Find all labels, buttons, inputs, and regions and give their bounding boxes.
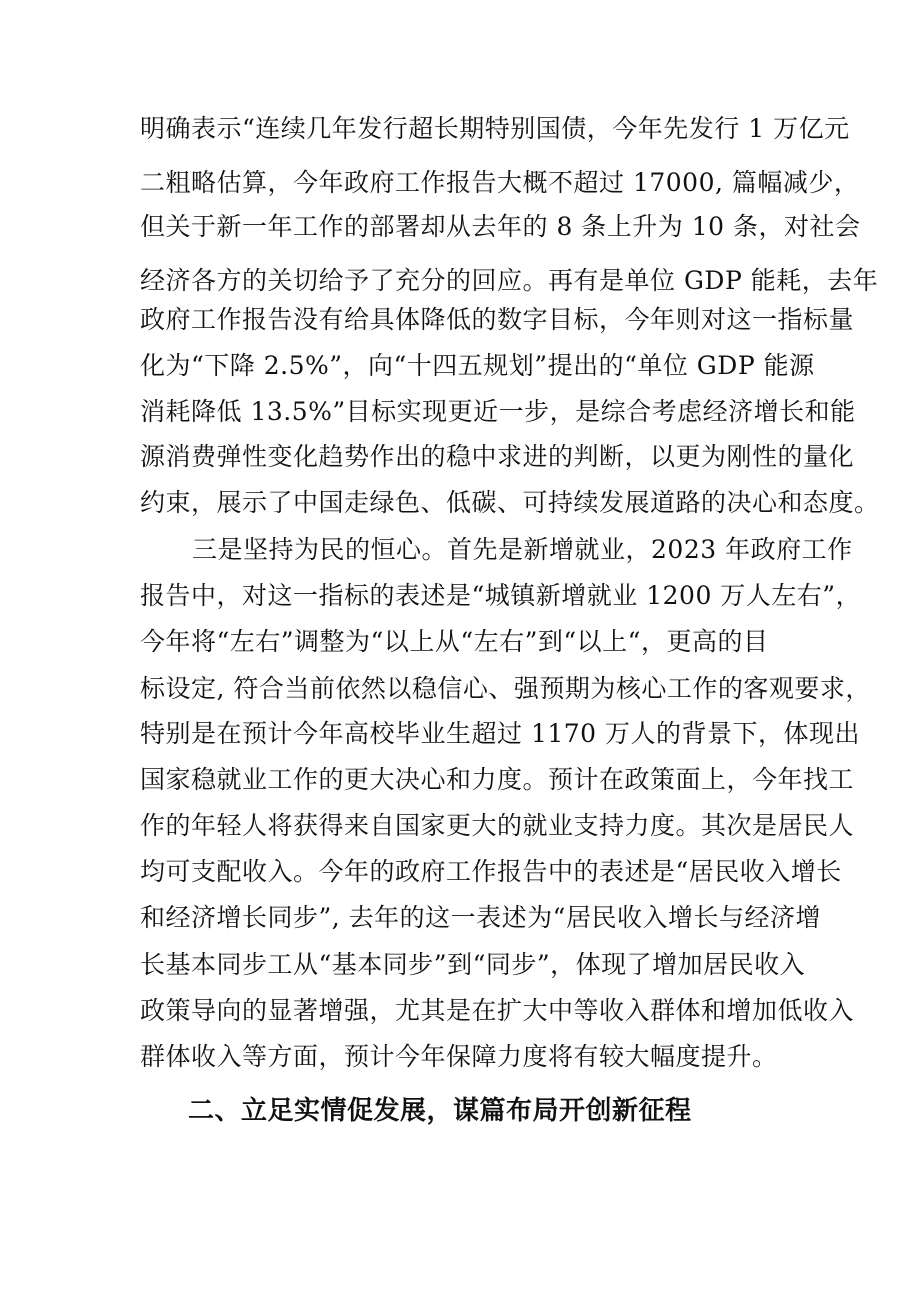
paragraph-line-16: 作的年轻人将获得来自国家更大的就业支持力度。其次是居民人 [140,811,855,840]
paragraph-line-2: 二粗略估算，今年政府工作报告大概不超过 17000, 篇幅减少， [140,168,860,197]
paragraph-line-17: 均可支配收入。今年的政府工作报告中的表述是“居民收入增长 [140,857,842,886]
paragraph-line-21: 群体收入等方面，预计今年保障力度将有较大幅度提升。 [140,1042,778,1071]
paragraph-line-5: 政府工作报告没有给具体降低的数字目标，今年则对这一指标量 [140,305,855,334]
paragraph-line-13: 标设定, 符合当前依然以稳信心、强预期为核心工作的客观要求， [140,674,871,703]
paragraph-line-14: 特别是在预计今年高校毕业生超过 1170 万人的背景下，体现出 [140,719,861,748]
paragraph-line-12: 今年将“左右”调整为“以上从“左右”到“以上“，更高的目 [140,627,769,656]
paragraph-line-1: 明确表示“连续几年发行超长期特别国债，今年先发行 1 万亿元 [140,114,850,143]
paragraph-line-10: 三是坚持为民的恒心。首先是新增就业，2023 年政府工作 [192,535,853,564]
paragraph-line-3: 但关于新一年工作的部署却从去年的 8 条上升为 10 条，对社会 [140,212,861,241]
paragraph-line-4: 经济各方的关切给予了充分的回应。再有是单位 GDP 能耗，去年 [140,266,879,295]
paragraph-line-6: 化为“下降 2.5%”，向“十四五规划”提出的“单位 GDP 能源 [140,351,815,380]
paragraph-line-18: 和经济增长同步”, 去年的这一表述为“居民收入增长与经济增 [140,903,821,932]
paragraph-line-8: 源消费弹性变化趋势作出的稳中求进的判断，以更为刚性的量化 [140,442,855,471]
paragraph-line-7: 消耗降低 13.5%”目标实现更近一步，是综合考虑经济增长和能 [140,397,856,426]
paragraph-line-15: 国家稳就业工作的更大决心和力度。预计在政策面上，今年找工 [140,765,855,794]
section-heading: 二、立足实情促发展，谋篇布局开创新征程 [188,1096,692,1126]
paragraph-line-20: 政策导向的显著增强，尤其是在扩大中等收入群体和增加低收入 [140,996,855,1025]
paragraph-line-9: 约束，展示了中国走绿色、低碳、可持续发展道路的决心和态度。 [140,488,880,517]
paragraph-line-11: 报告中，对这一指标的表述是“城镇新增就业 1200 万人左右”， [140,581,862,610]
paragraph-line-19: 长基本同步工从“基本同步”到“同步”，体现了增加居民收入 [140,950,806,979]
